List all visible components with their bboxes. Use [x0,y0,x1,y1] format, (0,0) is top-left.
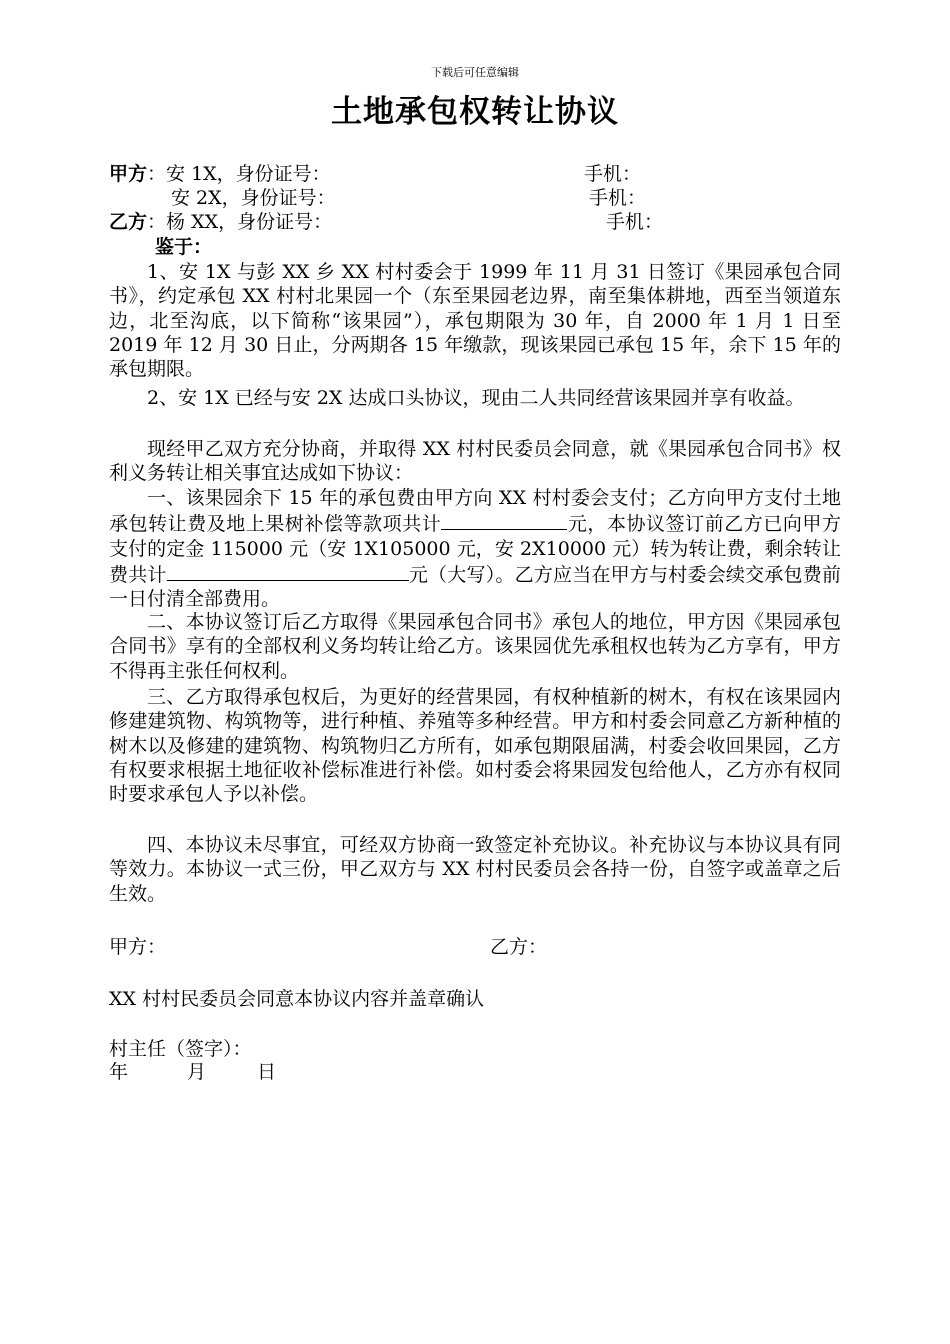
date-year: 年 [109,1061,129,1083]
party-a-id-1: 安 1X，身份证号： [166,163,331,185]
party-b-line [109,210,332,234]
signature-party-a: 甲方： [109,936,167,958]
party-a-label: 甲方 [109,163,148,185]
article-1-part-a: 一、该果园余下 15 年的承包费由甲方向 XX 村村委会支付；乙方向甲方支付土地承包转让费及地上果树补偿等款项共计 [109,487,841,536]
article-4: 四、本协议未尽事宜，可经双方协商一致签定补充协议。补充协议与本协议具有同等效力。本协议一式三份，甲乙双方与 XX 村村民委员会各持一份，自签字或盖章之后生效。 [109,834,841,905]
article-1-part-c: 元（大写）。乙方应当在甲方与村委会续交承包费前一日付清全部费用。 [109,563,841,611]
party-a-id-2: 安 2X，身份证号： [171,187,336,209]
party-b-id: 杨 XX，身份证号： [166,211,333,233]
party-a-phone-1: 手机： [584,163,642,185]
party-b-colon: ： [147,211,167,233]
party-b-label: 乙方 [109,211,148,233]
article-1 [109,486,841,611]
header-note: 下载后可任意编辑 [431,66,519,79]
date-day: 日 [257,1061,277,1083]
party-a-line-1 [109,162,331,186]
clause-2: 2、安 1X 已经与安 2X 达成口头协议，现由二人共同经营该果园并享有收益。 [147,387,805,409]
party-a-colon: ： [147,163,167,185]
article-3: 三、乙方取得承包权后，为更好的经营果园，有权种植新的树木，有权在该果园内修建建筑物、构筑物等，进行种植、养殖等多种经营。甲方和村委会同意乙方新种植的树木以及修建的建筑物、构筑物归乙方所有，如承包期限届满，村委会收回果园，乙方有权要求根据土地征收补偿标准进行补偿。如村委会将果园发包给他人，乙方亦有权同时要求承包人予以补偿。 [109,686,841,806]
party-b-phone: 手机： [606,211,664,233]
committee-note: XX 村村民委员会同意本协议内容并盖章确认 [109,988,485,1010]
date-month: 月 [187,1061,207,1083]
whereas-heading: 鉴于： [155,236,213,258]
clause-intro: 现经甲乙双方充分协商，并取得 XX 村村民委员会同意，就《果园承包合同书》权利义务转让相关事宜达成如下协议： [109,438,841,485]
document-title: 土地承包权转让协议 [331,94,619,130]
clause-1: 1、安 1X 与彭 XX 乡 XX 村村委会于 1999 年 11 月 31 日签订《果园承包合同书》，约定承包 XX 村村北果园一个（东至果园老边界，南至集体耕地，西至当领道东边，北至沟底，以下简称“该果园”），承包期限为 30 年，自 2000 年 1 月 1 日至 2019 年 12 月 30 日止，分两期各 15 年缴款，现该果园已承包 15 年，余下 15 年的承包期限。 [109,261,841,381]
article-1-part-b: 元，本协议签订前乙方已向甲方支付的定金 115000 元（安 1X105000 元，安 2X10000 元）转为转让费，剩余转让费共计 [109,513,841,586]
party-a-phone-2: 手机： [589,187,647,209]
signature-party-b: 乙方： [490,936,548,958]
remaining-fee-blank[interactable] [167,561,409,581]
total-fee-blank[interactable] [441,510,567,530]
director-signature: 村主任（签字）： [109,1038,252,1060]
article-2: 二、本协议签订后乙方取得《果园承包合同书》承包人的地位，甲方因《果园承包合同书》享有的全部权利义务均转让给乙方。该果园优先承租权也转为乙方享有，甲方不得再主张任何权利。 [109,611,841,682]
